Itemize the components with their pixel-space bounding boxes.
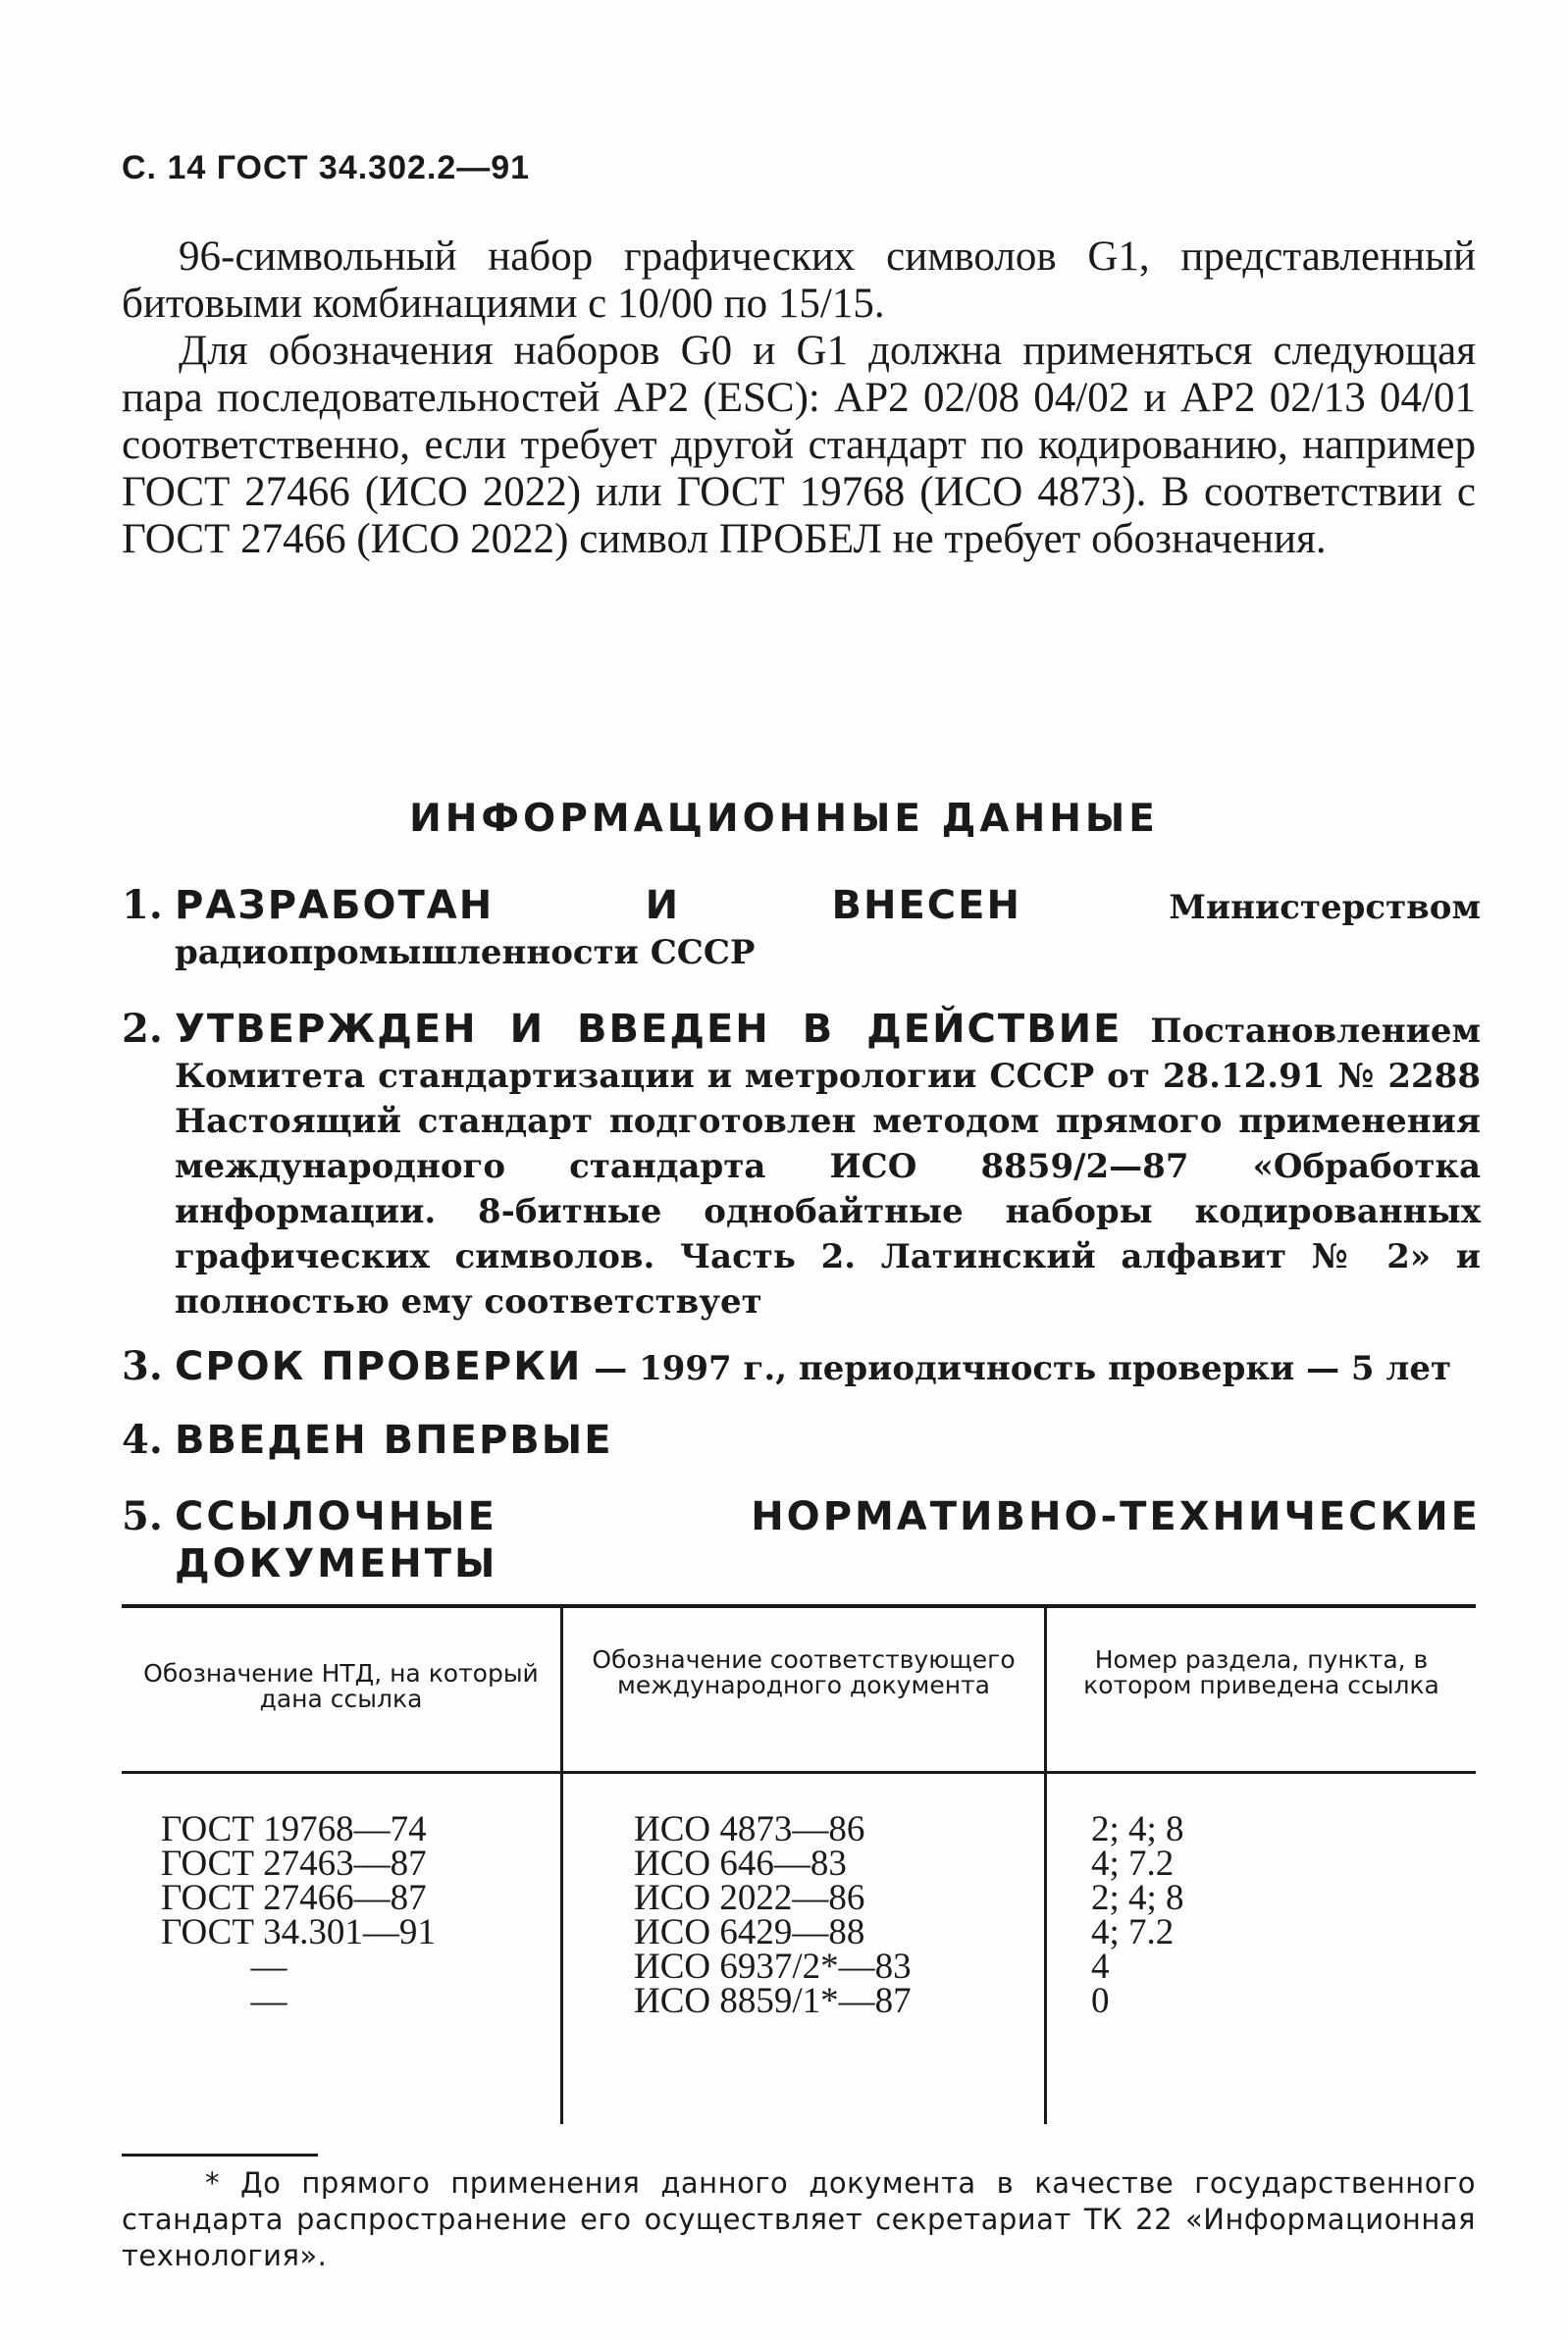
info-item-text: — 1997 г., периодичность проверки — 5 лет bbox=[582, 1349, 1452, 1388]
info-item-4 bbox=[122, 1418, 1481, 1465]
table-cell: ИСО 6937/2*—83 bbox=[634, 1947, 912, 1987]
info-item-number: 4. bbox=[122, 1417, 163, 1463]
info-item-3 bbox=[122, 1344, 1481, 1391]
table-column-ntd bbox=[161, 1809, 436, 2021]
intro-paragraph-2-text: Для обозначения наборов G0 и G1 должна применяться следующая пара последовательностей АР2 (ESC): АР2 02/08 04/02 и АР2 02/13 04/01 соответственно, если требует другой стандарт по кодированию, например ГОСТ 27466 (ИСО 2022) или ГОСТ 19768 (ИСО 4873). В соответствии с ГОСТ 27466 (ИСО 2022) символ ПРОБЕЛ не требует обозначения. bbox=[122, 328, 1476, 562]
table-cell: ИСО 646—83 bbox=[634, 1844, 847, 1884]
info-item-1 bbox=[122, 883, 1481, 975]
table-column-section bbox=[1091, 1809, 1184, 2021]
info-item-number: 5. bbox=[122, 1493, 163, 1539]
intro-paragraph-1 bbox=[122, 234, 1476, 328]
table-header-section: Номер раздела, пункта, в котором приведена ссылка bbox=[1083, 1645, 1439, 1699]
table-cell: — bbox=[250, 1981, 287, 2021]
page-header: С. 14 ГОСТ 34.302.2—91 bbox=[122, 149, 531, 186]
table-cell: 2; 4; 8 bbox=[1091, 1809, 1184, 1849]
intro-paragraph-2 bbox=[122, 328, 1476, 563]
table-cell: 4; 7.2 bbox=[1091, 1912, 1175, 1952]
table-top-rule bbox=[122, 1604, 1476, 1608]
table-cell: ИСО 2022—86 bbox=[634, 1878, 865, 1918]
table-header-ntd: Обозначение НТД, на который дана ссылка bbox=[143, 1659, 539, 1713]
table-column-international bbox=[634, 1809, 912, 2021]
footnote bbox=[122, 2165, 1476, 2274]
footnote-rule bbox=[122, 2154, 318, 2157]
info-item-number: 2. bbox=[122, 1006, 163, 1052]
table-header-rule bbox=[122, 1771, 1476, 1774]
info-item-text: Постановлением Комитета стандартизации и метрологии СССР от 28.12.91 № 2288 Настоящий стандарт подготовлен методом прямого применения международного стандарта ИСО 8859/2—87 «Обработка информации. 8-битные однобайтные наборы кодированных графических символов. Часть 2. Латинский алфавит № 2» и полностью ему соответствует bbox=[175, 1012, 1481, 1322]
table-header-international: Обозначение соответствующего международного документа bbox=[592, 1645, 1016, 1699]
table-cell: ГОСТ 27463—87 bbox=[161, 1844, 427, 1884]
table-cell: ГОСТ 27466—87 bbox=[161, 1878, 427, 1918]
table-cell: ГОСТ 34.301—91 bbox=[161, 1912, 436, 1952]
references-table bbox=[122, 1604, 1476, 2124]
info-item-5 bbox=[122, 1494, 1481, 1588]
info-item-number: 1. bbox=[122, 882, 163, 928]
info-item-lead: ССЫЛОЧНЫЕ НОРМАТИВНО-ТЕХНИЧЕСКИЕ ДОКУМЕНТЫ bbox=[175, 1494, 1481, 1586]
footnote-text: * До прямого применения данного документа в качестве государственного стандарта распространение его осуществляет секретариат ТК 22 «Информационная технология». bbox=[122, 2166, 1476, 2272]
info-item-lead: ВВЕДЕН ВПЕРВЫЕ bbox=[175, 1418, 613, 1463]
table-cell: ИСО 6429—88 bbox=[634, 1912, 865, 1952]
table-cell: ИСО 8859/1*—87 bbox=[634, 1981, 912, 2021]
info-item-lead: СРОК ПРОВЕРКИ bbox=[175, 1344, 583, 1389]
table-cell: — bbox=[250, 1947, 287, 1987]
table-cell: 4 bbox=[1091, 1947, 1110, 1987]
table-cell: ГОСТ 19768—74 bbox=[161, 1809, 427, 1849]
table-cell: 4; 7.2 bbox=[1091, 1844, 1175, 1884]
intro-paragraph-1-text: 96-символьный набор графических символов G1, представленный битовыми комбинациями с 10/00 по 15/15. bbox=[122, 234, 1476, 327]
table-cell: 2; 4; 8 bbox=[1091, 1878, 1184, 1918]
info-item-text: Министерством радиопромышленности СССР bbox=[175, 888, 1482, 972]
info-item-lead: УТВЕРЖДЕН И ВВЕДЕН В ДЕЙСТВИЕ bbox=[175, 1007, 1123, 1052]
table-cell: ИСО 4873—86 bbox=[634, 1809, 865, 1849]
info-item-number: 3. bbox=[122, 1343, 163, 1389]
section-title: ИНФОРМАЦИОННЫЕ ДАННЫЕ bbox=[409, 797, 1159, 841]
table-cell: 0 bbox=[1091, 1981, 1110, 2021]
info-item-2 bbox=[122, 1007, 1481, 1325]
info-item-lead: РАЗРАБОТАН И ВНЕСЕН bbox=[175, 883, 1021, 928]
